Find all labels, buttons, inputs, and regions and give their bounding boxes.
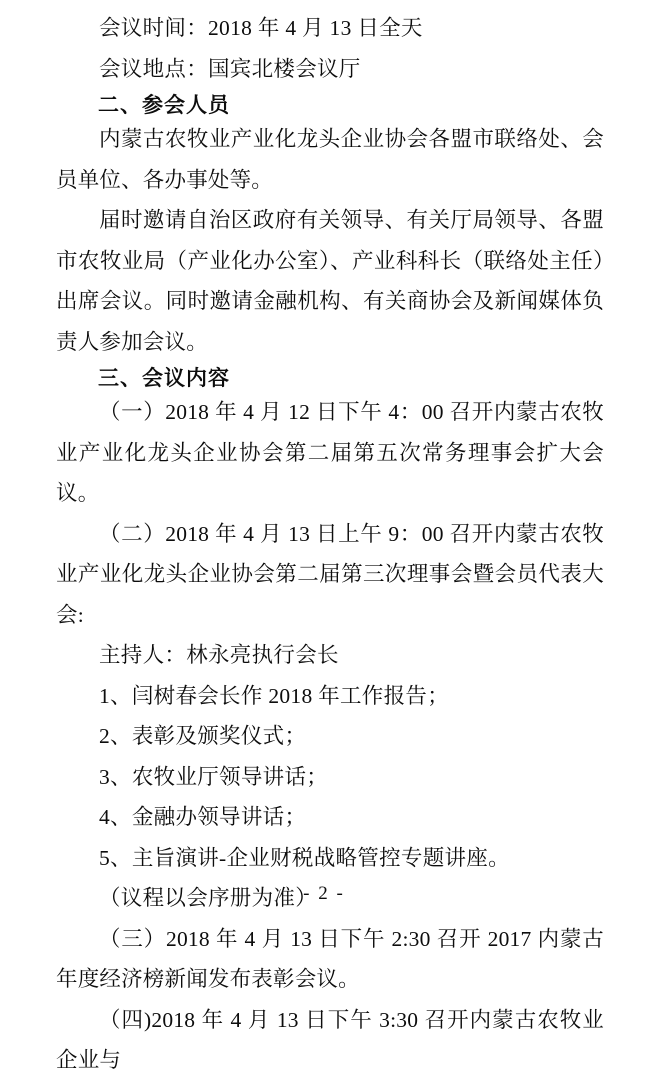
- document-body: [56, 8, 604, 1081]
- paragraph: 内蒙古农牧业产业化龙头企业协会各盟市联络处、会员单位、各办事处等。: [56, 127, 604, 192]
- paragraph: （三）2018 年 4 月 13 日下午 2:30 召开 2017 内蒙古年度经济榜新闻发布表彰会议。: [56, 926, 604, 991]
- text-line: 2、表彰及颁奖仪式；: [99, 724, 307, 748]
- section-heading: 三、会议内容: [98, 366, 230, 390]
- text-line: 1、闫树春会长作 2018 年工作报告；: [99, 683, 450, 708]
- paragraph: （四)2018 年 4 月 13 日下午 3:30 召开内蒙古农牧业企业与: [56, 1007, 604, 1072]
- text-line: 会议时间：2018 年 4 月 13 日全天: [99, 16, 423, 40]
- text-line: 会议地点：国宾北楼会议厅: [99, 56, 361, 81]
- section-heading: 二、参会人员: [98, 93, 230, 117]
- paragraph: （二）2018 年 4 月 13 日上午 9：00 召开内蒙古农牧业产业化龙头企业协会第二届第三次理事会暨会员代表大会:: [56, 521, 604, 627]
- text-line: 3、农牧业厅领导讲话；: [99, 764, 329, 789]
- text-line: （议程以会序册为准）: [99, 886, 318, 910]
- paragraph: （一）2018 年 4 月 12 日下午 4：00 召开内蒙古农牧业产业化龙头企业协会第二届第五次常务理事会扩大会议。: [56, 400, 604, 505]
- text-line: 主持人：林永亮执行会长: [99, 643, 339, 667]
- text-line: 5、主旨演讲-企业财税战略管控专题讲座。: [99, 845, 510, 870]
- page-number: - 2 -: [303, 883, 345, 904]
- paragraph: 届时邀请自治区政府有关领导、有关厅局领导、各盟市农牧业局（产业化办公室）、产业科科长（联络处主任）出席会议。同时邀请金融机构、有关商协会及新闻媒体负责人参加会议。: [56, 208, 604, 354]
- text-line: 4、金融办领导讲话；: [99, 805, 307, 829]
